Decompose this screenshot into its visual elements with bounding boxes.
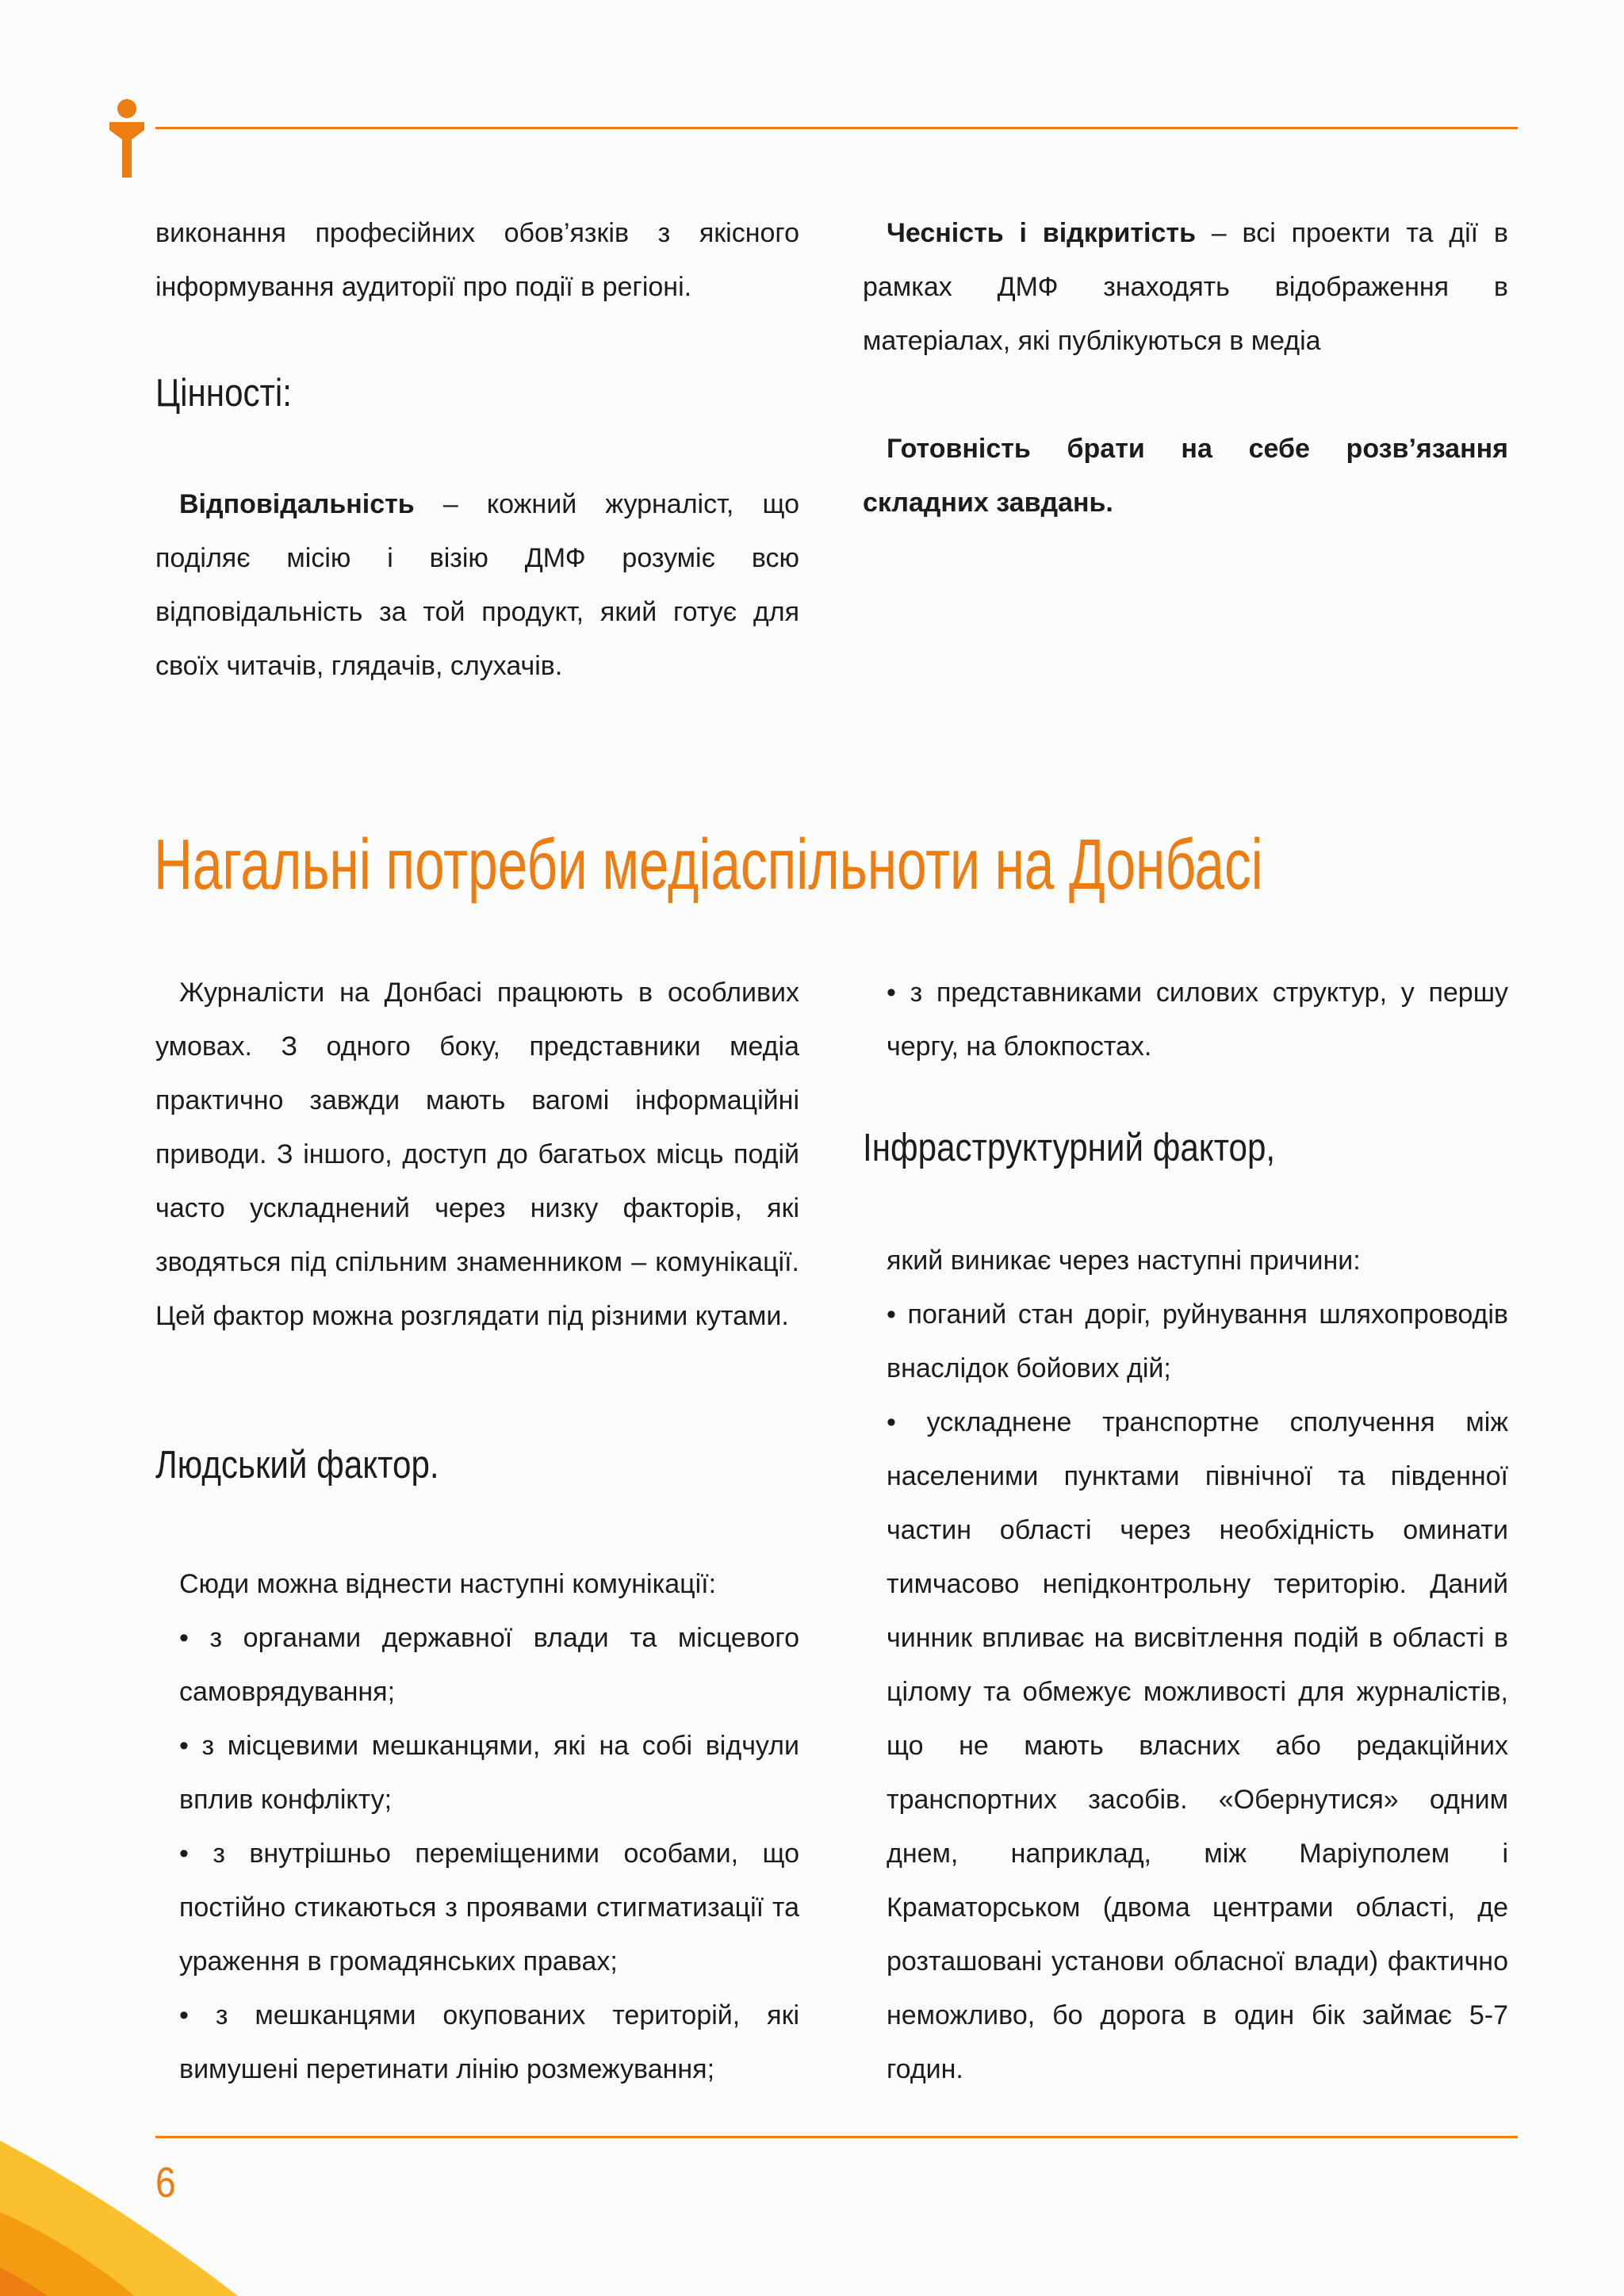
person-logo-icon bbox=[108, 98, 146, 178]
right-top-column bbox=[863, 206, 1508, 368]
intro-paragraph-block bbox=[155, 966, 799, 1343]
honesty-term: Чесність і відкритість bbox=[887, 218, 1196, 248]
infrastructure-list bbox=[863, 1234, 1508, 2096]
list-item: • з органами державної влади та місцевого самоврядування; bbox=[179, 1623, 799, 1707]
continuation-paragraph: виконання професійних обов’язків з якісного інформування аудиторії про події в регіоні. bbox=[155, 218, 799, 302]
section-title: Нагальні потреби медіаспільноти на Донбасі bbox=[154, 825, 1263, 905]
bullet-continuation-block bbox=[863, 966, 1508, 1073]
responsibility-paragraph bbox=[155, 477, 799, 693]
honesty-text: – всі проекти та дії в рамках ДМФ знаходять відображення в матеріалах, які публікуються в медіа bbox=[863, 218, 1508, 356]
responsibility-text: – кожний журналіст, що поділяє місію і візію ДМФ розуміє всю відповідальність за той продукт, який готує для своїх читачів, глядачів, слухачів. bbox=[155, 489, 799, 681]
corner-decoration bbox=[0, 2109, 238, 2296]
values-heading: Цінності: bbox=[155, 372, 292, 415]
list-item: • з місцевими мешканцями, які на собі відчули вплив конфлікту; bbox=[179, 1731, 799, 1815]
list-item: • ускладнене транспортне сполучення між населеними пунктами північної та південної частин області через необхідність оминати тимчасово непідконтрольну територію. Даний чинник впливає на висвітлення подій в області в цілому та обмежує можливості для журналістів, що не мають власних або редакційних транспортних засобів. «Обернутися» одним днем, наприклад, між Маріуполем і Краматорськом (двома центрами області, де розташовані установи обласної влади) фактично неможливо, бо дорога в один бік займає 5-7 годин. bbox=[887, 1407, 1508, 2084]
intro-paragraph: Журналісти на Донбасі працюють в особливих умовах. З одного боку, представники медіа практично завжди мають вагомі інформаційні приводи. З іншого, доступ до багатьох місць подій часто ускладнений через низку факторів, які зводяться під спільним знаменником – комунікації. Цей фактор можна розглядати під різними кутами. bbox=[155, 978, 799, 1331]
infrastructure-lead: який виникає через наступні причини: bbox=[887, 1246, 1361, 1276]
human-factor-list bbox=[155, 1557, 799, 2096]
human-factor-heading: Людський фактор. bbox=[155, 1444, 439, 1487]
responsibility-term: Відповідальність bbox=[179, 489, 415, 519]
list-item: • з мешканцями окупованих територій, які вимушені перетинати лінію розмежування; bbox=[179, 2000, 799, 2084]
list-item: • з внутрішньо переміщеними особами, що постійно стикаються з проявами стигматизації та ураження в громадянських правах; bbox=[179, 1839, 799, 1976]
infrastructure-heading: Інфраструктурний фактор, bbox=[863, 1127, 1276, 1169]
left-top-column bbox=[155, 206, 799, 314]
header-rule bbox=[155, 127, 1518, 129]
list-item: • поганий стан доріг, руйнування шляхопроводів внаслідок бойових дій; bbox=[887, 1299, 1508, 1383]
list-item: • з представниками силових структур, у першу чергу, на блокпостах. bbox=[887, 978, 1508, 1062]
footer-rule bbox=[155, 2136, 1518, 2138]
readiness-text: Готовність брати на себе розв’язання складних завдань. bbox=[863, 434, 1508, 518]
human-factor-lead: Сюди можна віднести наступні комунікації: bbox=[179, 1569, 717, 1599]
readiness-paragraph bbox=[863, 422, 1508, 530]
page-number: 6 bbox=[155, 2159, 176, 2206]
